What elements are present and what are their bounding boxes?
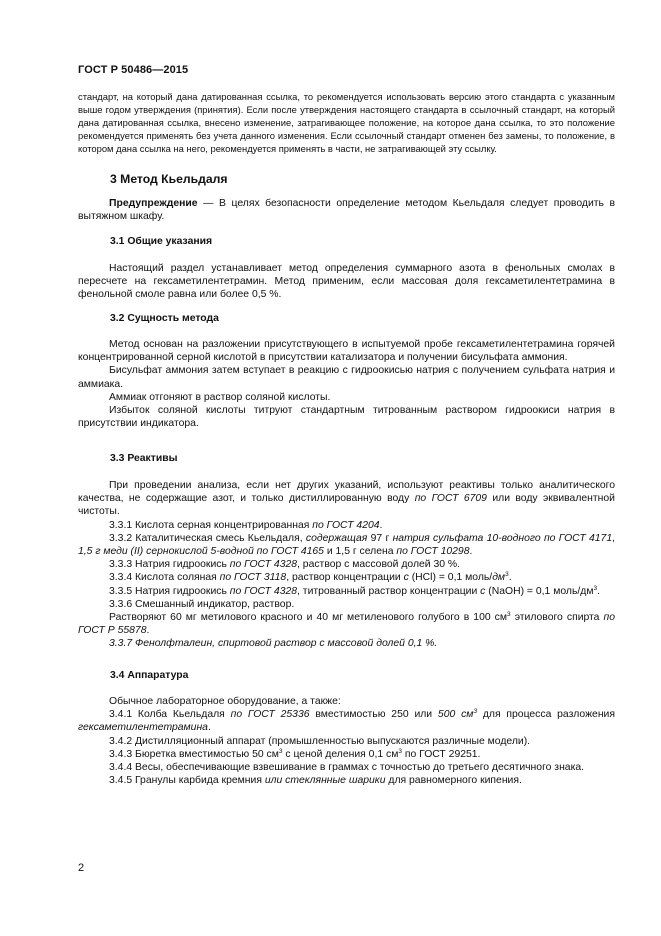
section-3-1-body [78, 262, 615, 302]
section-3-3-title: 3.3 Реактивы [110, 453, 178, 464]
section-3-4-title: 3.4 Аппаратура [110, 670, 189, 681]
section-3-3-intro: При проведении анализа, если нет других указаний, используют реактивы только аналитического качества, не содержащие азот, и только дистиллированную воду по ГОСТ 6709 или воду эквивалентной чистоты. [78, 480, 615, 518]
section-3-2-p2: Бисульфат аммония затем вступает в реакцию с гидроокисью натрия с получением сульфата натрия и аммиака. [78, 365, 615, 390]
warning-text: — В целях безопасности определение методом Кьельдаля следует проводить в вытяжном шкафу. [78, 198, 615, 223]
warning-label: Предупреждение [109, 198, 198, 209]
section-3-2-title: 3.2 Сущность метода [110, 313, 219, 324]
item-3-4-1: 3.4.1 Колба Кьельдаля по ГОСТ 25336 вместимостью 250 или 500 $см^3$ для процесса разложения гексаметилентетрамина. [78, 708, 615, 734]
section-3-2-p3: Аммиак отгоняют в раствор соляной кислоты. [109, 391, 331, 403]
section-3-2-p1: Метод основан на разложении присутствующего в испытуемой пробе гексаметилентетрамина горячей концентрированной серной кислотой в присутствии катализатора и получении бисульфата аммония. [78, 339, 615, 364]
item-3-3-2: 3.3.2 Каталитическая смесь Кьельдаля, содержащая 97 г натрия сульфата 10-водного по ГОСТ 4171, 1,5 г меди (II) сернокислой 5-водной по ГОСТ 4165 и 1,5 г селена по ГОСТ 10298. [78, 532, 615, 558]
item-3-4-5: 3.4.5 Гранулы карбида кремния или стеклянные шарики для равномерного кипения. [109, 775, 522, 787]
item-3-4-3: 3.4.3 Бюретка вместимостью 50 $см^3$ с ценой деления 0,1 $см^3$ по ГОСТ 29251. [109, 747, 481, 760]
item-3-4-4: 3.4.4 Весы, обеспечивающие взвешивание в граммах с точностью до третьего десятичного знака. [109, 762, 585, 774]
warning-paragraph [78, 197, 615, 223]
section-3-3-body [78, 479, 615, 651]
intro-paragraph [78, 90, 615, 155]
section-3-4-body [78, 695, 615, 787]
section-3-2-body [78, 338, 615, 430]
page-number: 2 [78, 862, 85, 874]
section-3-title: 3 Метод Кьельдаля [110, 172, 228, 186]
document-header: ГОСТ Р 50486—2015 [78, 64, 189, 76]
intro-text: стандарт, на который дана датированная ссылка, то рекомендуется использовать версию этого стандарта с указанным выше годом утверждения (принятия). Если после утверждения настоящего стандарта в ссылочный стандарт, на который дана датированная ссылка, внесено изменение, затрагивающее положение, на которое дана ссылка, то это положение рекомендуется применять без учета данного изменения. Если ссылочный стандарт отменен без замены, то положение, в котором дана ссылка на него, рекомендуется применять в части, не затрагивающей эту ссылку. [78, 91, 615, 155]
section-3-4-intro: Обычное лабораторное оборудование, а также: [109, 696, 341, 707]
item-3-3-6: 3.3.6 Смешанный индикатор, раствор. [109, 598, 295, 610]
item-3-3-1: 3.3.1 Кислота серная концентрированная по ГОСТ 4204. [109, 519, 383, 531]
item-3-3-4: 3.3.4 Кислота соляная по ГОСТ 3118, раствор концентрации c (HCl) = 0,1 моль/$дм^3$. [109, 571, 512, 584]
item-3-3-3: 3.3.3 Натрия гидроокись по ГОСТ 4328, раствор с массовой долей 30 %. [109, 559, 461, 571]
section-3-1-title: 3.1 Общие указания [110, 236, 213, 247]
section-3-2-p4: Избыток соляной кислоты титруют стандартным титрованным раствором гидроокиси натрия в присутствии индикатора. [78, 405, 615, 430]
item-3-3-5: 3.3.5 Натрия гидроокись по ГОСТ 4328, титрованный раствор концентрации c (NaOH) = 0,1 моль/$дм^3$. [109, 584, 600, 597]
item-3-3-7: 3.3.7 Фенолфталеин, спиртовой раствор с массовой долей 0,1 %. [109, 638, 438, 650]
item-3-3-6-detail: Растворяют 60 мг метилового красного и 40 мг метиленового голубого в 100 $см^3$ этилового спирта по ГОСТ Р 55878. [78, 611, 616, 637]
item-3-4-2: 3.4.2 Дистилляционный аппарат (промышленностью выпускаются различные модели). [109, 735, 531, 747]
section-3-1-text: Настоящий раздел устанавливает метод определения суммарного азота в фенольных смолах в пересчете на гексаметилентетрамин. Метод применим, если массовая доля гексаметилентетрамина в фенольной смоле равна или более 0,5 %. [78, 263, 615, 301]
